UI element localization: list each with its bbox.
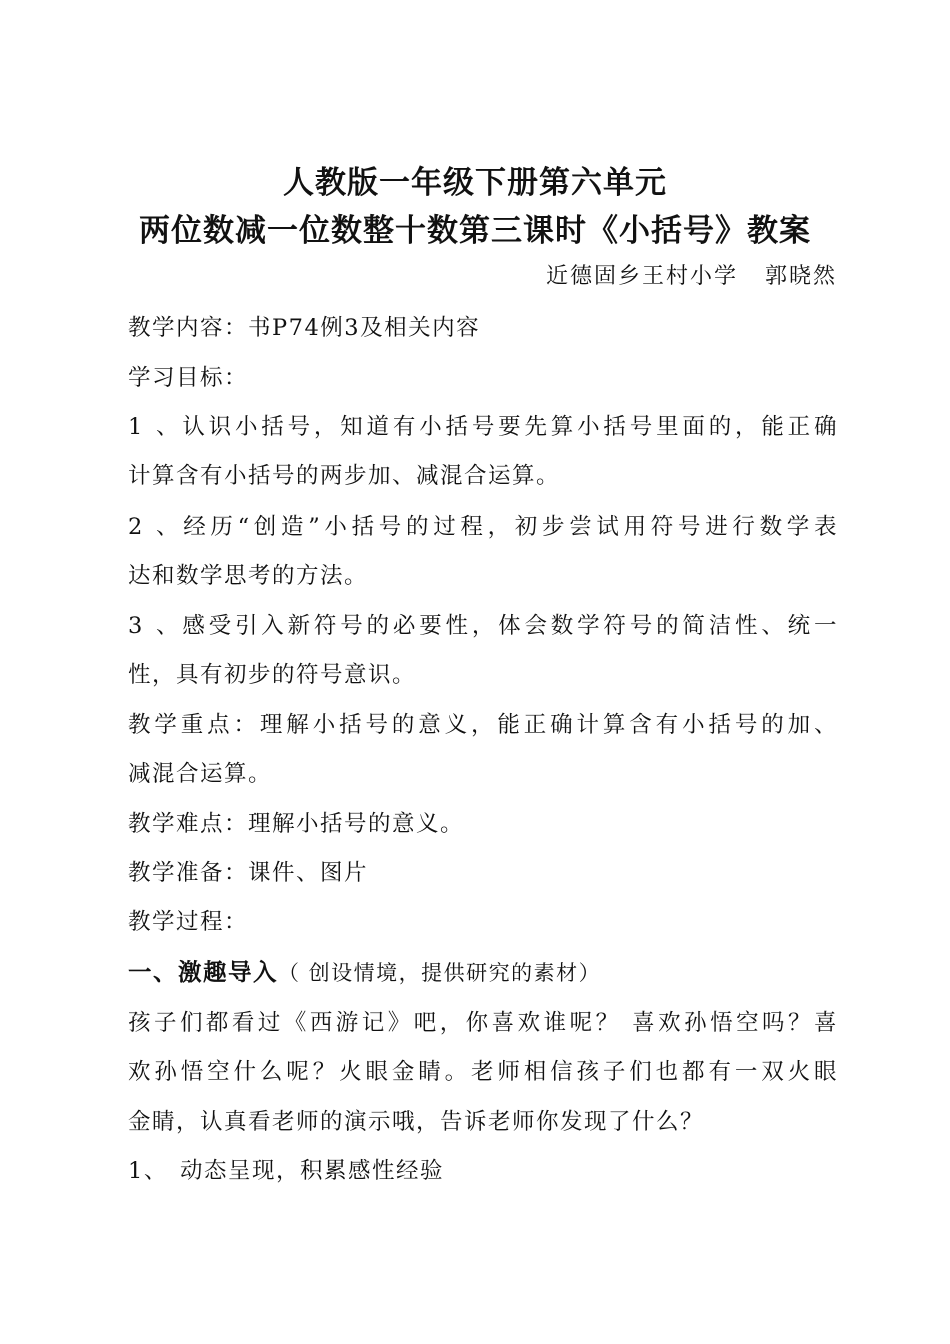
process-heading: 教学过程： — [128, 909, 249, 935]
section1-note: （ 创设情境，提供研究的素材） — [278, 961, 602, 985]
key-point-line1: 教学重点：理解小括号的意义，能正确计算含有小括号的加、 — [128, 712, 838, 738]
document-title-line2: 两位数减一位数整十数第三课时《小括号》教案 — [139, 213, 811, 249]
document-title-line1: 人教版一年级下册第六单元 — [283, 165, 667, 201]
objective-2-line2: 达和数学思考的方法。 — [128, 563, 369, 589]
objective-1-line1 — [128, 411, 838, 443]
objective-2-number: 2、 — [128, 514, 180, 540]
objective-2-text: 经历“创造”小括号的过程，初步尝试用符号进行数学表 — [180, 514, 838, 540]
section1-step-1-text: 动态呈现，积累感性经验 — [180, 1158, 445, 1184]
difficulty-line: 教学难点：理解小括号的意义。 — [128, 811, 465, 837]
section1-para-line1: 孩子们都看过《西游记》吧，你喜欢谁呢？ 喜欢孙悟空吗？喜 — [128, 1010, 838, 1036]
preparation-line: 教学准备：课件、图片 — [128, 860, 369, 886]
teaching-content-line: 教学内容：书P74例3及相关内容 — [128, 315, 481, 341]
objective-3-line2: 性，具有初步的符号意识。 — [128, 662, 417, 688]
objective-3-line1 — [128, 610, 838, 642]
objective-1-number: 1、 — [128, 414, 180, 440]
key-point-line2: 减混合运算。 — [128, 761, 273, 787]
section1-para-line3: 金睛，认真看老师的演示哦，告诉老师你发现了什么？ — [128, 1109, 705, 1135]
objective-3-text: 感受引入新符号的必要性，体会数学符号的简洁性、统一 — [180, 613, 838, 639]
section1-heading — [128, 956, 838, 989]
section1-title: 一、激趣导入 — [128, 958, 278, 986]
author-line: 近德固乡王村小学 郭晓然 — [546, 264, 837, 289]
objective-2-line1 — [128, 511, 838, 543]
objective-1-line2: 计算含有小括号的两步加、减混合运算。 — [128, 463, 561, 489]
section1-para-line2: 欢孙悟空什么呢？火眼金睛。老师相信孩子们也都有一双火眼 — [128, 1059, 838, 1085]
objective-1-text: 认识小括号，知道有小括号要先算小括号里面的，能正确 — [180, 414, 838, 440]
section1-step-1 — [128, 1155, 838, 1187]
objectives-heading: 学习目标： — [128, 365, 249, 391]
section1-step-1-number: 1、 — [128, 1158, 168, 1184]
objective-3-number: 3、 — [128, 613, 180, 639]
